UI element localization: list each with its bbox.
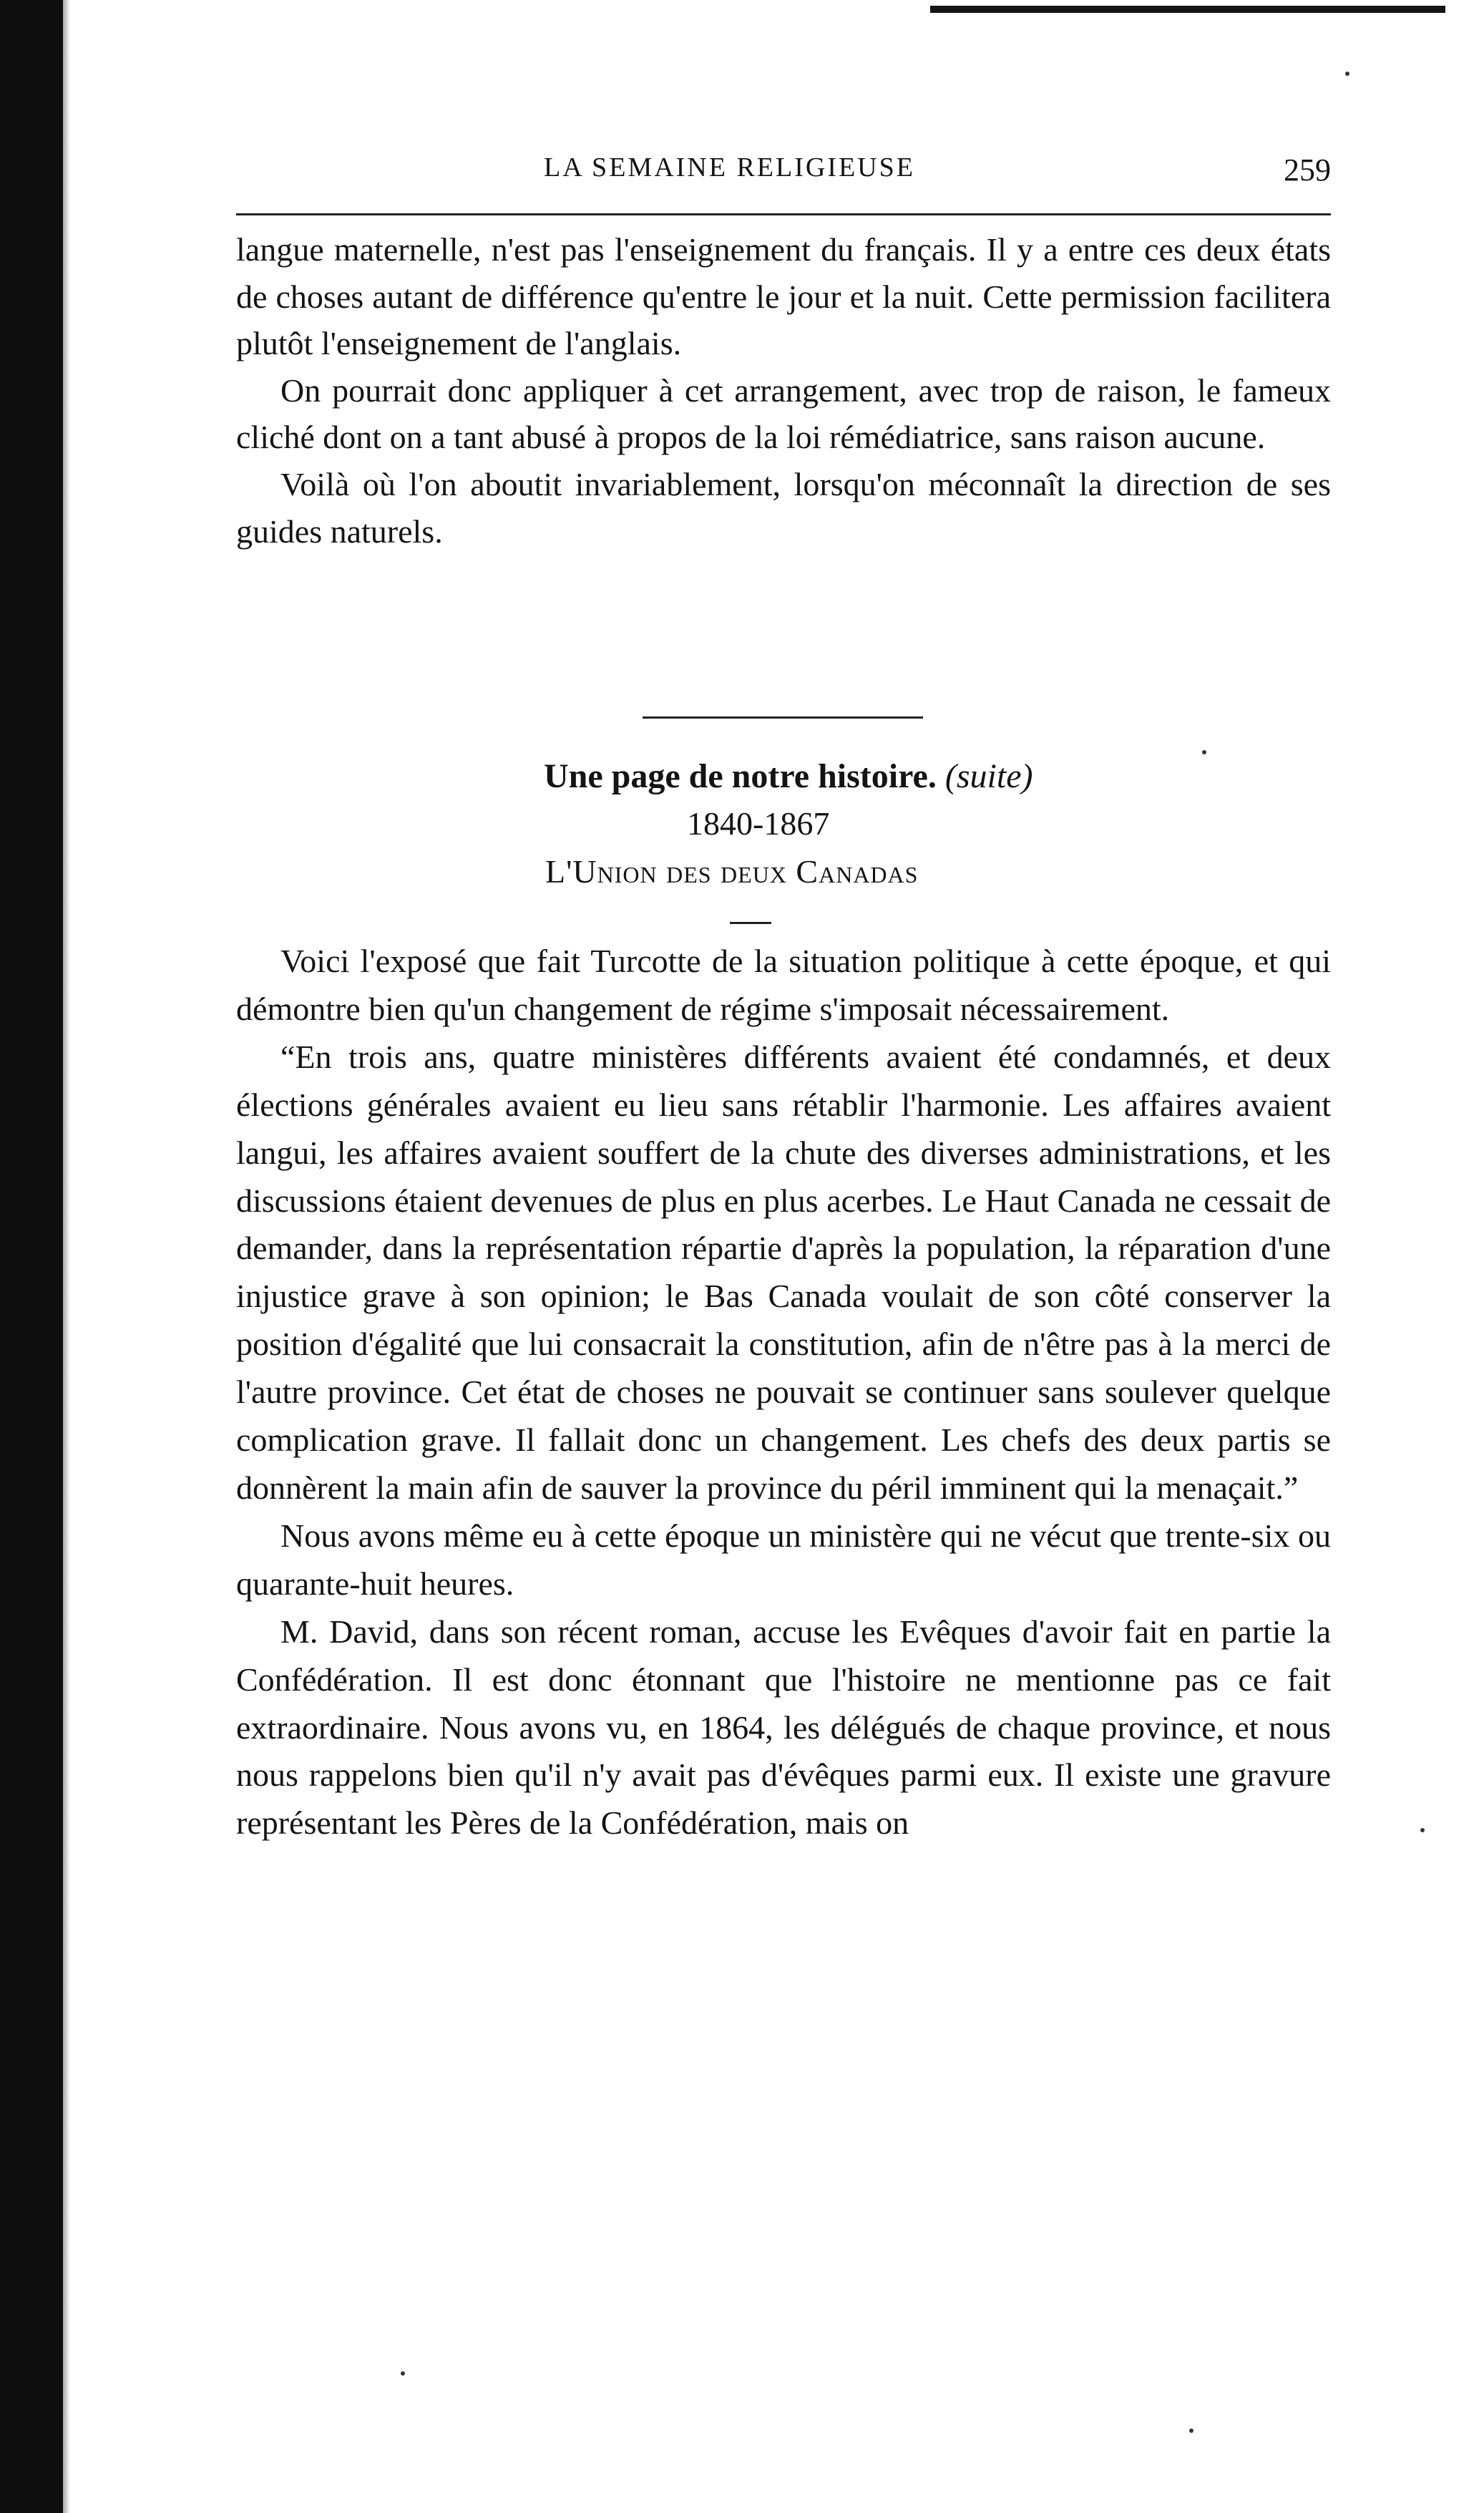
subtitle-rule bbox=[730, 922, 771, 924]
running-title: LA SEMAINE RELIGIEUSE bbox=[544, 152, 915, 183]
running-head bbox=[236, 152, 1331, 195]
section-1-body bbox=[236, 226, 1331, 555]
section-2-body bbox=[236, 938, 1331, 1847]
page-number: 259 bbox=[1284, 152, 1331, 188]
book-page bbox=[236, 0, 1331, 2513]
section-title-suite: (suite) bbox=[944, 757, 1033, 795]
paragraph: M. David, dans son récent roman, accuse les Evêques d'avoir fait en partie la Confédération. Il est donc étonnant que l'histoire ne mentionne pas ce fait extraordinaire. Nous avons vu, en 1864, les délégués de chaque province, et nous nous rappelons bien qu'il n'y avait pas d'évêques parmi eux. Il existe une gravure représentant les Pères de la Confédération, mais on bbox=[236, 1613, 1331, 1842]
scan-binding-edge bbox=[0, 0, 63, 2513]
section-title-main: Une page de notre histoire. bbox=[544, 757, 937, 795]
section-divider bbox=[643, 716, 923, 719]
quote-paragraph: “En trois ans, quatre ministères différents avaient été condamnés, et deux élections générales avaient eu lieu sans rétablir l'harmonie. Les affaires avaient langui, les affaires avaient souffert de la chute des diverses administrations, et les discussions étaient devenues de plus en plus acerbes. Le Haut Canada ne cessait de demander, dans la représentation répartie d'après la population, la réparation d'une injustice grave à son opinion; le Bas Canada voulait de son côté conserver la position d'égalité que lui consacrait la constitution, afin de n'être pas à la merci de l'autre province. Cet état de choses ne pouvait se continuer sans soulever quelque complication grave. Il fallait donc un changement. Les chefs des deux partis se donnèrent la main afin de sauver la province du péril imminent qui la menaçait.” bbox=[236, 1038, 1331, 1506]
paragraph: Nous avons même eu à cette époque un ministère qui ne vécut que trente-six ou quarante-huit heures. bbox=[236, 1517, 1331, 1602]
section-title bbox=[544, 753, 1259, 800]
paragraph: langue maternelle, n'est pas l'enseignement du français. Il y a entre ces deux états de choses autant de différence qu'entre le jour et la nuit. Cette permission facilitera plutôt l'enseignement de l'anglais. bbox=[236, 231, 1331, 362]
scan-speck bbox=[1420, 1828, 1425, 1832]
scan-speck bbox=[1345, 72, 1349, 76]
scan-speck bbox=[1189, 2429, 1193, 2433]
section-years: 1840-1867 bbox=[687, 805, 830, 842]
paragraph: Voici l'exposé que fait Turcotte de la situation politique à cette époque, et qui démontre bien qu'un changement de régime s'imposait nécessairement. bbox=[236, 943, 1331, 1027]
header-rule bbox=[236, 213, 1331, 215]
section-subtitle: L'Union des deux Canadas bbox=[545, 853, 919, 890]
paragraph: Voilà où l'on aboutit invariablement, lorsqu'on méconnaît la direction de ses guides naturels. bbox=[236, 465, 1331, 550]
scan-speck bbox=[1202, 750, 1206, 754]
paragraph: On pourrait donc appliquer à cet arrangement, avec trop de raison, le fameux cliché dont on a tant abusé à propos de la loi rémédiatrice, sans raison aucune. bbox=[236, 371, 1331, 456]
scan-speck bbox=[401, 2371, 405, 2376]
